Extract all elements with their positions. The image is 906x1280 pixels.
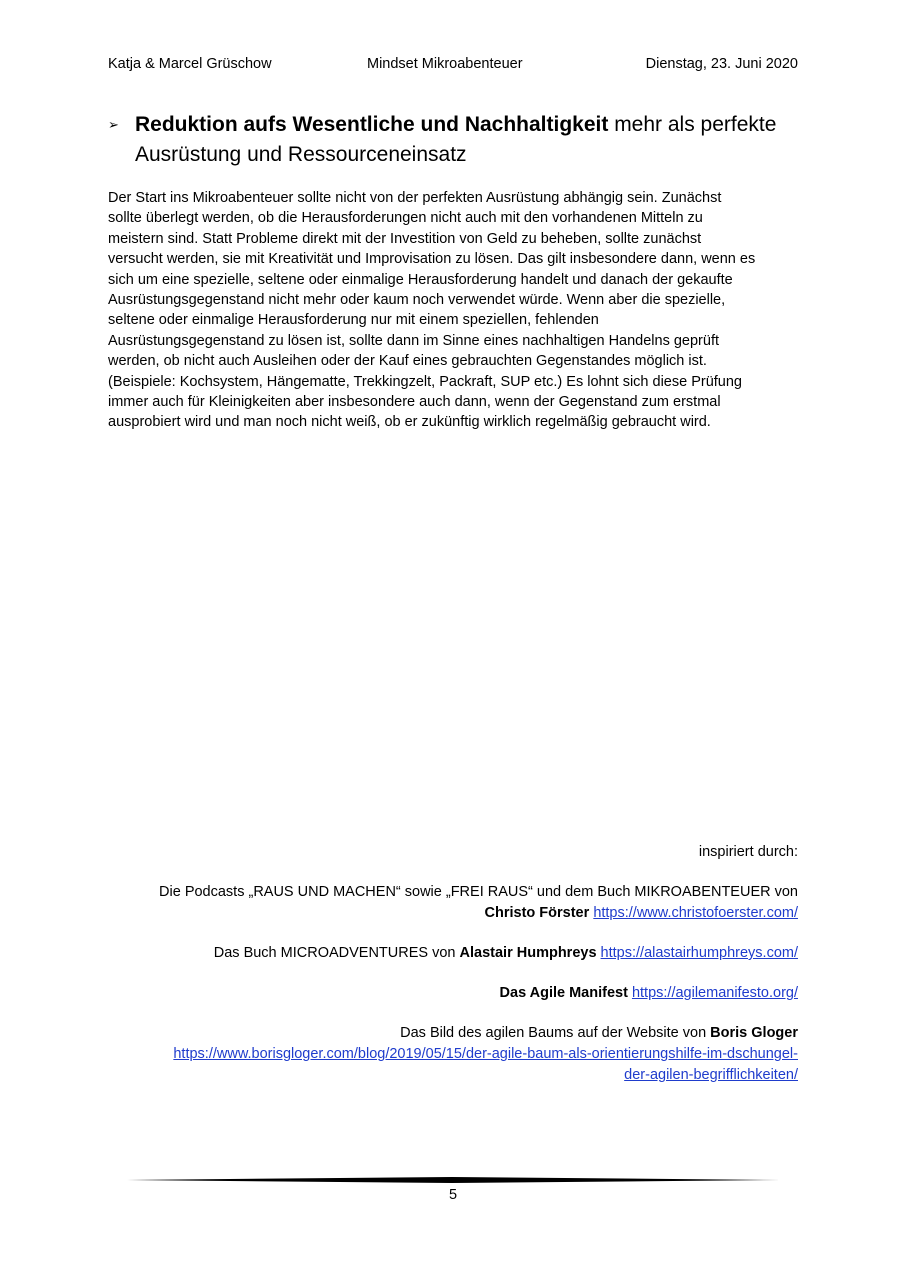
link-borisgloger-line2: der-agilen-begrifflichkeiten/	[624, 1067, 798, 1083]
section-title-bold: Reduktion aufs Wesentliche und Nachhaltigkeit	[135, 113, 609, 136]
footer-divider	[124, 1172, 780, 1188]
body-line: meistern sind. Statt Probleme direkt mit der Investition von Geld zu beheben, sollte zunächst	[108, 230, 702, 247]
credit-book-author: Alastair Humphreys	[459, 945, 597, 961]
credit-tree	[98, 1023, 798, 1086]
arrow-bullet-icon: ➢	[108, 117, 119, 132]
body-line: seltene oder einmalige Herausforderung nur mit einem speziellen, fehlenden	[108, 312, 599, 329]
body-line: versucht werden, sie mit Kreativität und Improvisation zu lösen. Das gilt insbesondere dann, wenn es	[108, 251, 756, 268]
credit-podcasts-author: Christo Förster	[484, 905, 590, 921]
body-line: werden, ob nicht auch Ausleihen oder der Kauf eines gebrauchten Gegenstandes möglich ist.	[108, 353, 707, 370]
credit-manifest	[98, 983, 798, 1004]
credit-podcasts	[98, 882, 798, 924]
header-authors: Katja & Marcel Grüschow	[108, 56, 272, 72]
section-title-rest: mehr als perfekte	[608, 113, 777, 136]
section-title-rest-line2: Ausrüstung und Ressourceneinsatz	[135, 143, 467, 166]
page-number: 5	[448, 1187, 458, 1203]
body-line: Ausrüstungsgegenstand zu lösen ist, sollte dann im Sinne eines nachhaltigen Handelns geprüft	[108, 332, 720, 349]
section-title	[135, 110, 815, 170]
link-christofoerster[interactable]: https://www.christofoerster.com/	[593, 905, 798, 921]
credit-podcasts-text: Die Podcasts „RAUS UND MACHEN“ sowie „FREI RAUS“ und dem Buch MIKROABENTEUER von	[159, 884, 798, 900]
link-alastairhumphreys[interactable]: https://alastairhumphreys.com/	[600, 945, 798, 961]
credit-book-text: Das Buch MICROADVENTURES von	[213, 945, 460, 961]
body-paragraph	[108, 188, 808, 433]
body-line: (Beispiele: Kochsystem, Hängematte, Trekkingzelt, Packraft, SUP etc.) Es lohnt sich diese Prüfung	[108, 373, 742, 390]
body-line: Der Start ins Mikroabenteuer sollte nicht von der perfekten Ausrüstung abhängig sein. Zunächst	[108, 190, 722, 206]
credit-tree-text: Das Bild des agilen Baums auf der Website von	[400, 1025, 711, 1041]
credit-tree-author: Boris Gloger	[710, 1025, 798, 1041]
credit-book	[98, 943, 798, 964]
header-date: Dienstag, 23. Juni 2020	[645, 56, 798, 72]
link-borisgloger[interactable]	[173, 1046, 798, 1083]
body-line: sich um eine spezielle, seltene oder einmalige Herausforderung handelt und danach der gekaufte	[108, 271, 733, 288]
credits-intro: inspiriert durch:	[698, 844, 798, 860]
credit-manifest-name: Das Agile Manifest	[499, 985, 628, 1001]
credits-section	[98, 842, 798, 1105]
page-header	[108, 56, 798, 76]
body-line: immer auch für Kleinigkeiten aber insbesondere auch dann, wenn der Gegenstand zum erstmal	[108, 394, 721, 411]
header-title: Mindset Mikroabenteuer	[367, 56, 523, 72]
body-line: ausprobiert wird und man noch nicht weiß, ob er zukünftig wirklich regelmäßig gebraucht wird.	[108, 414, 711, 431]
body-line: Ausrüstungsgegenstand nicht mehr oder kaum noch verwendet würde. Wenn aber die spezielle,	[108, 292, 726, 309]
body-line: sollte überlegt werden, ob die Herausforderungen nicht auch mit den vorhandenen Mitteln zu	[108, 210, 703, 227]
link-agilemanifesto[interactable]: https://agilemanifesto.org/	[631, 985, 798, 1001]
link-borisgloger-line1: https://www.borisgloger.com/blog/2019/05/15/der-agile-baum-als-orientierungshilfe-im-dschungel-	[173, 1046, 798, 1062]
